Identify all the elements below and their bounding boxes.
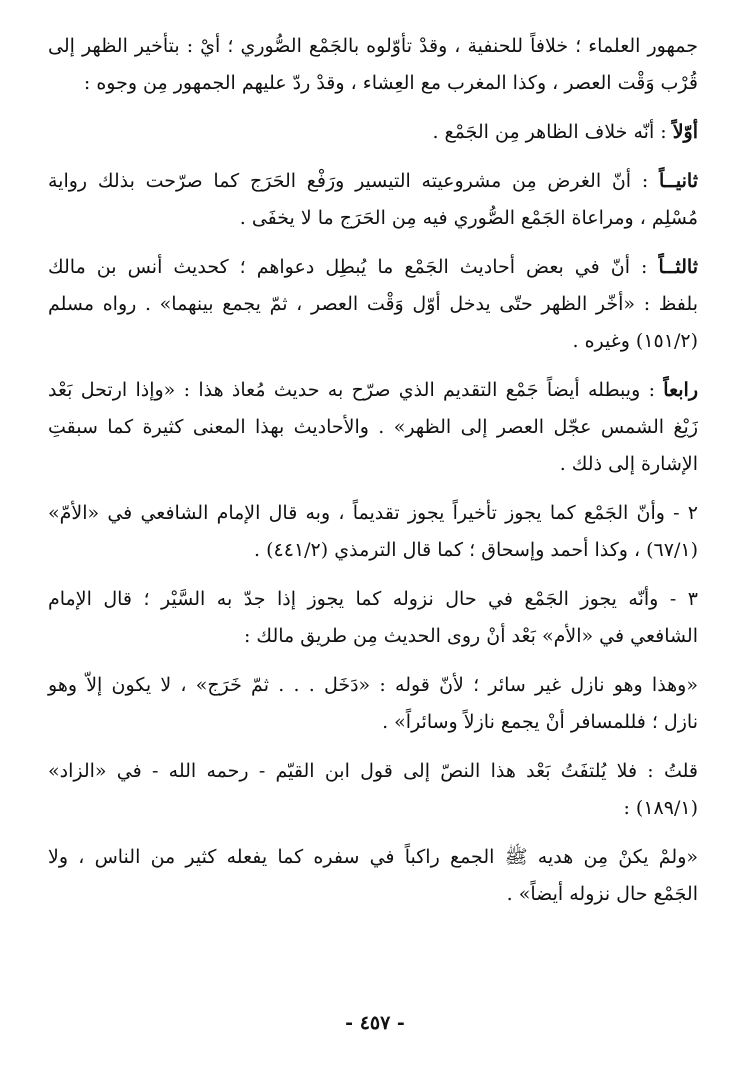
text-line: (١٥١/٢) وغيره . — [572, 330, 698, 352]
text-fragment: : أنّ في بعض أحاديث الجَمْع ما يُبطِل دعواهم ؛ كحديث أنس بن مالك — [48, 256, 659, 278]
paragraph-item-2 — [48, 495, 698, 569]
text-line — [48, 372, 698, 409]
text-line — [48, 249, 698, 286]
paragraph-fourth-point — [48, 372, 698, 483]
paragraph-quote-zad — [48, 839, 698, 913]
text-line: الشافعي في «الأم» بَعْد أنْ روى الحديث مِن طريق مالك : — [243, 625, 698, 647]
text-line: «ولمْ يكنْ مِن هديه ﷺ الجمع راكباً في سفره كما يفعله كثير من الناس ، ولا — [48, 846, 698, 868]
text-line: الجَمْع حال نزوله أيضاً» . — [506, 883, 698, 905]
text-line: قُرْب وَقْت العصر ، وكذا المغرب مع العِشاء ، وقدْ ردّ عليهم الجمهور مِن وجوه : — [83, 72, 698, 94]
text-line: مُسْلِم ، ومراعاة الجَمْع الصُّوري فيه مِن الحَرَج ما لا يخفَى . — [239, 207, 698, 229]
text-line: بلفظ : «أخّر الظهر حتّى يدخل أوّل وَقْت العصر ، ثمّ يجمع بينهما» . رواه مسلم — [48, 293, 698, 315]
page-number: - ٤٥٧ - — [345, 1012, 405, 1034]
paragraph-item-3 — [48, 581, 698, 655]
text-line: زَيْغ الشمس عجّل العصر إلى الظهر» . والأحاديث بهذا المعنى كثيرة كما سبقتِ — [48, 416, 698, 438]
paragraph-third-point — [48, 249, 698, 360]
point-label: رابعاً — [663, 379, 698, 401]
text-fragment: : أنّ الغرض مِن مشروعيته التيسير ورَفْع الحَرَج كما صرّحت بذلك رواية — [48, 170, 659, 192]
point-label: ثانيــاً — [658, 170, 698, 192]
text-line: قلتُ : فلا يُلتفَتُ بَعْد هذا النصّ إلى قول ابن القيّم - رحمه الله - في «الزاد» — [48, 760, 698, 782]
text-line: الإشارة إلى ذلك . — [559, 453, 698, 475]
text-line: ٢ - وأنّ الجَمْع كما يجوز تأخيراً يجوز تقديماً ، وبه قال الإمام الشافعي في «الأمّ» — [48, 502, 698, 524]
text-fragment: : أنّه خلاف الظاهر مِن الجَمْع . — [432, 121, 673, 143]
text-line — [48, 114, 698, 151]
text-line: (١٨٩/١) : — [623, 797, 698, 819]
paragraph-first-point — [48, 114, 698, 151]
text-line: جمهور العلماء ؛ خلافاً للحنفية ، وقدْ تأوّلوه بالجَمْع الصُّوري ؛ أيْ : بتأخير الظهر إلى — [48, 35, 698, 57]
text-line: نازل ؛ فللمسافر أنْ يجمع نازلاً وسائراً» . — [382, 711, 698, 733]
text-line — [48, 163, 698, 200]
text-fragment: : ويبطله أيضاً جَمْع التقديم الذي صرّح به حديث مُعاذ هذا : «وإذا ارتحل بَعْد — [48, 379, 664, 401]
paragraph-author-note — [48, 753, 698, 827]
point-label: أوّلاً — [672, 121, 698, 143]
paragraph-second-point — [48, 163, 698, 237]
paragraph-intro — [48, 28, 698, 102]
text-line: (٦٧/١) ، وكذا أحمد وإسحاق ؛ كما قال الترمذي (٤٤١/٢) . — [254, 539, 698, 561]
point-label: ثالثــاً — [658, 256, 698, 278]
text-line: «وهذا وهو نازل غير سائر ؛ لأنّ قوله : «دَخَل . . . ثمّ خَرَج» ، لا يكون إلاّ وهو — [48, 674, 698, 696]
paragraph-quote-shafii — [48, 667, 698, 741]
text-line: ٣ - وأنّه يجوز الجَمْع في حال نزوله كما يجوز إذا جدّ به السَّيْر ؛ قال الإمام — [48, 588, 698, 610]
